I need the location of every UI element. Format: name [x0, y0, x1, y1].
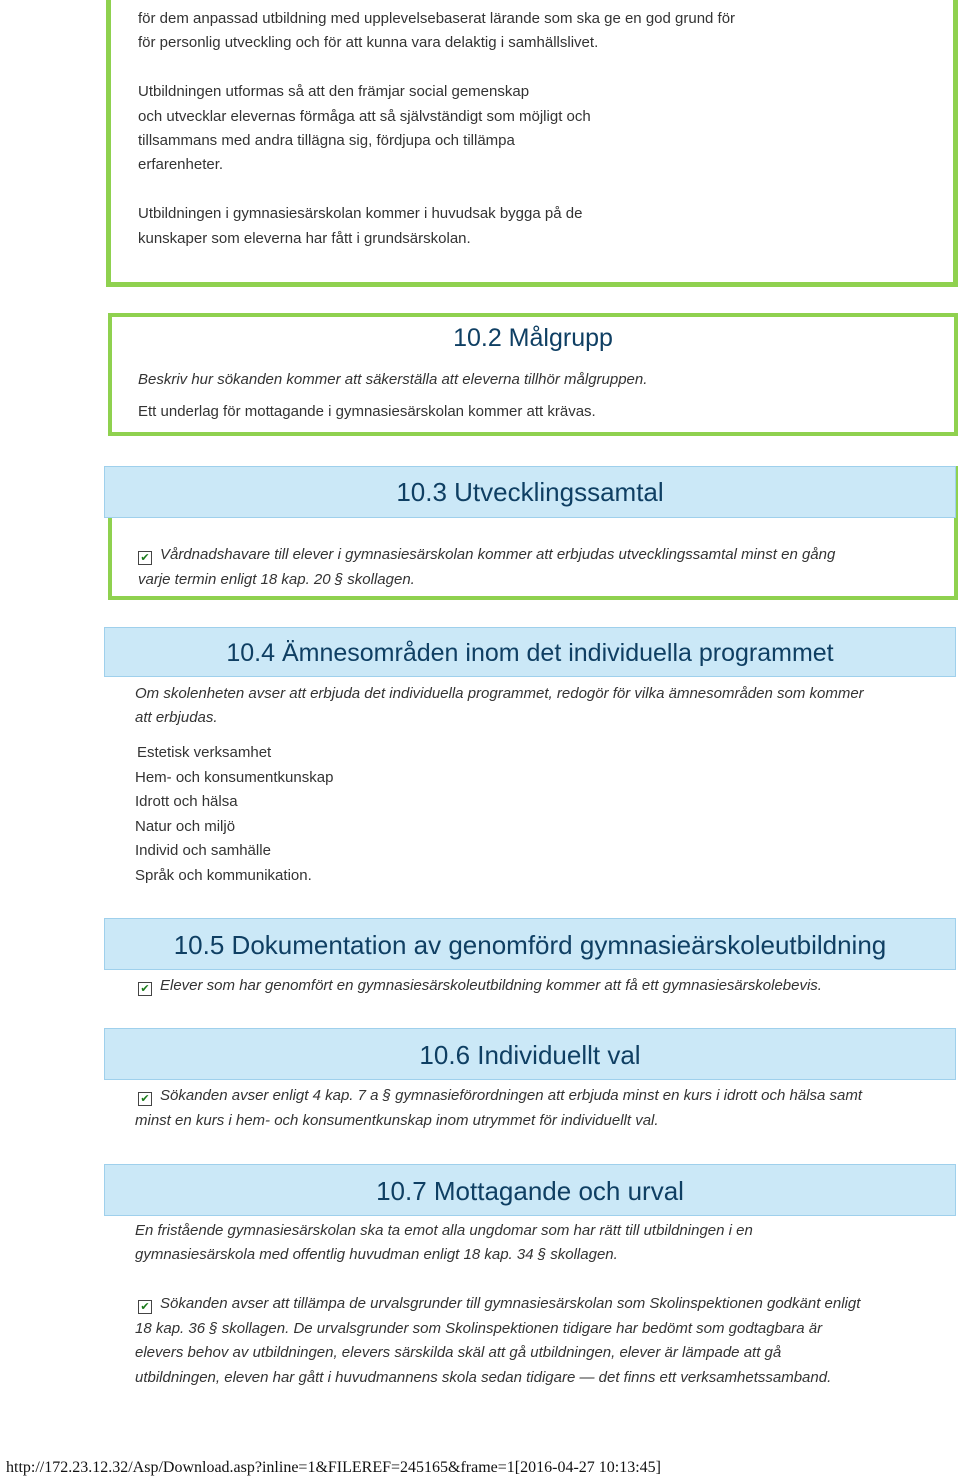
section-title: 10.4 Ämnesområden inom det individuella programmet [104, 627, 956, 677]
footer-url[interactable]: http://172.23.12.32/Asp/Download.asp?inline=1&FILEREF=245165&frame=1[2016-04-27 10:13:45] [6, 1459, 662, 1476]
section-text: Sökanden avser enligt 4 kap. 7 a § gymnasieförordningen att erbjuda minst en kurs i idrott och hälsa samt [160, 1087, 863, 1104]
checkbox-checked-icon[interactable]: ✔ [138, 1092, 152, 1106]
checkbox-line [138, 1292, 860, 1316]
section-title: 10.2 Målgrupp [453, 324, 613, 352]
checkbox-line [138, 1084, 862, 1108]
list-item: Individ och samhälle [135, 842, 271, 859]
section-answer: Ett underlag för mottagande i gymnasiesärskolan kommer att krävas. [138, 403, 596, 420]
checkbox-checked-icon[interactable]: ✔ [138, 551, 152, 565]
intro-text: kunskaper som eleverna har fått i grundsärskolan. [138, 230, 471, 247]
list-item: Hem- och konsumentkunskap [135, 769, 334, 786]
section-text: 18 kap. 36 § skollagen. De urvalsgrunder som Skolinspektionen tidigare har bedömt som godtagbara är [135, 1320, 823, 1337]
section-text: varje termin enligt 18 kap. 20 § skollagen. [138, 571, 415, 588]
checkbox-checked-icon[interactable]: ✔ [138, 1300, 152, 1314]
checkbox-line [138, 543, 835, 567]
section-text: utbildningen, eleven har gått i huvudmannens skola sedan tidigare — det finns ett verksamhetssamband. [135, 1369, 832, 1386]
section-prompt: Om skolenheten avser att erbjuda det individuella programmet, redogör för vilka ämnesområden som kommer [135, 685, 864, 702]
section-title: 10.5 Dokumentation av genomförd gymnasieärskoleutbildning [104, 918, 956, 970]
section-text: En fristående gymnasiesärskolan ska ta emot alla ungdomar som har rätt till utbildningen i en [135, 1222, 753, 1239]
intro-text: Utbildningen utformas så att den främjar social gemenskap [138, 83, 530, 100]
checkbox-checked-icon[interactable]: ✔ [138, 982, 152, 996]
list-item: Estetisk verksamhet [137, 744, 272, 761]
section-prompt: Beskriv hur sökanden kommer att säkerställa att eleverna tillhör målgruppen. [138, 371, 648, 388]
list-item: Språk och kommunikation. [135, 867, 312, 884]
section-text: elevers behov av utbildningen, elevers särskilda skäl att gå utbildningen, elever är lämpade att gå [135, 1344, 782, 1361]
intro-text: och utvecklar elevernas förmåga att så självständigt som möjligt och [138, 108, 591, 125]
intro-text: Utbildningen i gymnasiesärskolan kommer i huvudsak bygga på de [138, 205, 583, 222]
checkbox-line [138, 974, 822, 998]
section-title: 10.6 Individuellt val [104, 1028, 956, 1080]
section-text: Sökanden avser att tillämpa de urvalsgrunder till gymnasiesärskolan som Skolinspektionen godkänt enligt [160, 1295, 861, 1312]
section-title: 10.3 Utvecklingssamtal [104, 466, 956, 518]
intro-text: tillsammans med andra tillägna sig, fördjupa och tillämpa [138, 132, 515, 149]
list-item: Natur och miljö [135, 818, 236, 835]
intro-text: för dem anpassad utbildning med upplevelsebaserat lärande som ska ge en god grund för [138, 10, 736, 27]
list-item: Idrott och hälsa [135, 793, 238, 810]
section-title: 10.7 Mottagande och urval [104, 1164, 956, 1216]
section-prompt: att erbjudas. [135, 709, 218, 726]
section-text: Vårdnadshavare till elever i gymnasiesärskolan kommer att erbjudas utvecklingssamtal minst en gång [160, 546, 836, 563]
section-text: Elever som har genomfört en gymnasiesärskoleutbildning kommer att få ett gymnasiesärskolebevis. [160, 977, 822, 994]
intro-text: för personlig utveckling och för att kunna vara delaktig i samhällslivet. [138, 34, 599, 51]
section-text: gymnasiesärskola med offentlig huvudman enligt 18 kap. 34 § skollagen. [135, 1246, 618, 1263]
intro-text: erfarenheter. [138, 156, 224, 173]
section-text: minst en kurs i hem- och konsumentkunskap inom utrymmet för individuellt val. [135, 1112, 659, 1129]
